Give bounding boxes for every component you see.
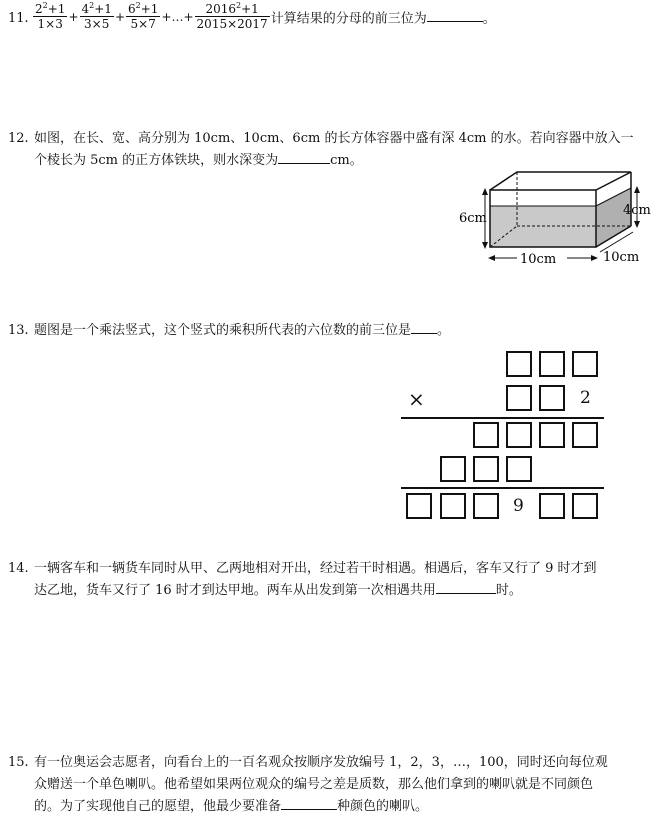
answer-blank[interactable] bbox=[427, 9, 483, 22]
question-number: 12. bbox=[8, 131, 29, 146]
answer-blank[interactable] bbox=[411, 321, 437, 334]
fraction-term: $\frac{4^2+1}{3\times 5}$ bbox=[81, 1, 112, 31]
question-line: 达乙地，货车又行了 16 时才到达甲地。两车从出发到第一次相遇共用 时。 bbox=[34, 583, 522, 598]
period: 。 bbox=[482, 11, 496, 27]
times-sign: × bbox=[408, 387, 425, 411]
digit-box bbox=[406, 493, 432, 519]
digit-box bbox=[473, 422, 499, 448]
water-depth-label: 4cm bbox=[623, 203, 651, 218]
question-line: 的。为了实现他自己的愿望，他最少要准备 种颜色的喇叭。 bbox=[34, 799, 429, 814]
plus-sign: + bbox=[114, 10, 125, 24]
rule-line bbox=[401, 487, 604, 489]
question-line: 众赠送一个单色喇叭。他希望如果两位观众的编号之差是质数，那么他们拿到的喇叭就是不同颜色 bbox=[34, 777, 594, 792]
question-line: 如图，在长、宽、高分别为 10cm、10cm、6cm 的长方体容器中盛有深 4cm 的水。若向容器中放入一 bbox=[34, 131, 634, 146]
plus-sign: + bbox=[68, 10, 79, 24]
multiplier-digit: 2 bbox=[580, 388, 591, 408]
fraction-term: $\frac{2016^2+1}{2015\times 2017}$ bbox=[196, 1, 268, 31]
digit-box bbox=[572, 422, 598, 448]
digit-box bbox=[539, 385, 565, 411]
ellipsis: +…+ bbox=[161, 10, 194, 24]
digit-box bbox=[506, 422, 532, 448]
digit-box bbox=[440, 456, 466, 482]
digit-box bbox=[440, 493, 466, 519]
digit-box bbox=[572, 493, 598, 519]
digit-box bbox=[539, 422, 565, 448]
question-number: 13. bbox=[8, 323, 29, 338]
question-line: 有一位奥运会志愿者，向看台上的一百名观众按顺序发放编号 1，2，3，…，100，同时还向每位观 bbox=[34, 755, 608, 770]
height-label: 6cm bbox=[459, 211, 487, 226]
digit-box bbox=[539, 493, 565, 519]
width-label: 10cm bbox=[603, 250, 640, 265]
digit-box bbox=[473, 493, 499, 519]
sum-expression bbox=[32, 2, 496, 32]
product-digit: 9 bbox=[513, 496, 524, 516]
digit-box bbox=[506, 351, 532, 377]
answer-blank[interactable] bbox=[436, 581, 496, 594]
answer-blank[interactable] bbox=[281, 797, 337, 810]
question-number: 15. bbox=[8, 755, 29, 770]
fraction-term: $\frac{2^2+1}{1\times 3}$ bbox=[35, 1, 66, 31]
fraction-term: $\frac{6^2+1}{5\times 7}$ bbox=[128, 1, 159, 31]
digit-box bbox=[473, 456, 499, 482]
question-line: 一辆客车和一辆货车同时从甲、乙两地相对开出，经过若干时相遇。相遇后，客车又行了 9 时才到 bbox=[34, 561, 597, 576]
question-number: 14. bbox=[8, 561, 29, 576]
question-text: 计算结果的分母的前三位为 bbox=[270, 11, 427, 27]
digit-box bbox=[506, 456, 532, 482]
question-number: 11. bbox=[8, 11, 29, 26]
answer-blank[interactable] bbox=[278, 151, 330, 164]
digit-box bbox=[506, 385, 532, 411]
question-line: 题图是一个乘法竖式，这个竖式的乘积所代表的六位数的前三位是 。 bbox=[34, 323, 451, 338]
question-line: 个棱长为 5cm 的正方体铁块，则水深变为 cm。 bbox=[34, 153, 363, 168]
length-label: 10cm bbox=[520, 252, 557, 267]
digit-box bbox=[572, 351, 598, 377]
digit-box bbox=[539, 351, 565, 377]
rule-line bbox=[401, 417, 604, 419]
box-container-figure bbox=[455, 168, 660, 273]
